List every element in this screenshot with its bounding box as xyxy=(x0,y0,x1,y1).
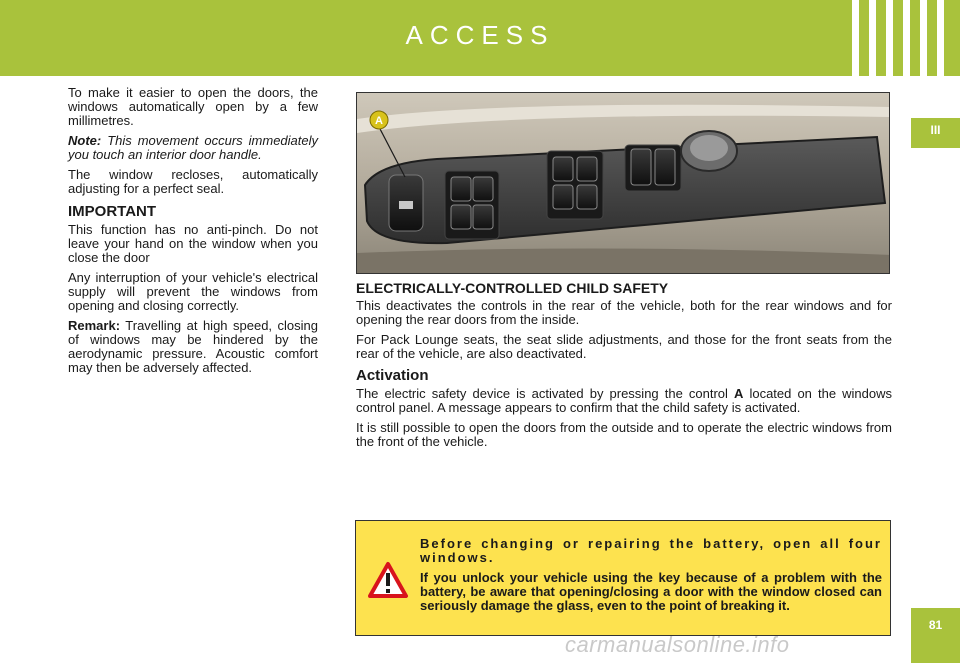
header-stripe xyxy=(937,0,944,76)
page-title: ACCESS xyxy=(405,20,555,50)
activation-control-label: A xyxy=(733,386,744,401)
interruption-text: Any interruption of your vehicle's electrical supply will prevent the windows from opening and closing correctly. xyxy=(68,270,318,313)
window-controls-photo xyxy=(356,92,890,274)
recloses-text: The window recloses, automatically adjusting for a perfect seal. xyxy=(68,167,318,196)
note-paragraph xyxy=(68,134,318,162)
callout-a-label: A xyxy=(375,115,383,127)
note-text: This movement occurs immediately you touch an interior door handle. xyxy=(68,133,318,162)
child-safety-heading: ELECTRICALLY-CONTROLLED CHILD SAFETY xyxy=(356,280,669,296)
important-heading: IMPORTANT xyxy=(68,203,157,220)
remark-paragraph xyxy=(68,319,318,375)
important-text: This function has no anti-pinch. Do not leave your hand on the window when you close the door xyxy=(68,222,318,265)
header-bar xyxy=(0,0,960,76)
right-column xyxy=(356,281,892,455)
header-stripe xyxy=(920,0,927,76)
header-stripe xyxy=(869,0,876,76)
watermark: carmanualsonline.info xyxy=(565,632,790,657)
child-safety-para2: For Pack Lounge seats, the seat slide adjustments, and those for the front seats from the rear of the vehicle, are also deactivated. xyxy=(356,332,892,361)
warning-line2: If you unlock your vehicle using the key because of a problem with the battery, be aware that opening/closing a door with the window closed can seriously damage the glass, even to the point of breaking it. xyxy=(420,570,882,613)
warning-triangle-icon xyxy=(367,561,409,599)
warning-text xyxy=(420,537,882,619)
left-column xyxy=(68,86,318,381)
page-number-tab: 81 xyxy=(911,608,960,663)
activation-paragraph xyxy=(356,387,892,415)
header-stripe xyxy=(886,0,893,76)
activation-heading: Activation xyxy=(356,367,429,384)
child-safety-para4: It is still possible to open the doors from the outside and to operate the electric windows from the front of the vehicle. xyxy=(356,420,892,449)
chapter-tab[interactable]: III xyxy=(911,118,960,148)
header-stripe xyxy=(852,0,859,76)
remark-label: Remark: xyxy=(68,318,121,333)
child-safety-para1: This deactivates the controls in the rear of the vehicle, both for the rear windows and for opening the rear doors from the inside. xyxy=(356,298,892,327)
header-stripe xyxy=(903,0,910,76)
warning-line1: Before changing or repairing the battery, open all four windows. xyxy=(420,536,882,565)
intro-text: To make it easier to open the doors, the windows automatically open by a few millimetres. xyxy=(68,85,318,128)
note-label: Note: xyxy=(68,133,102,148)
warning-box xyxy=(355,520,891,636)
activation-text-after: located on the windows control panel. A message appears to confirm that the child safety is activated. xyxy=(356,386,892,415)
remark-text: Travelling at high speed, closing of windows may be hindered by the aerodynamic pressure. Acoustic comfort may then be adversely affected. xyxy=(68,318,318,375)
activation-text-before: The electric safety device is activated by pressing the control xyxy=(356,386,734,401)
